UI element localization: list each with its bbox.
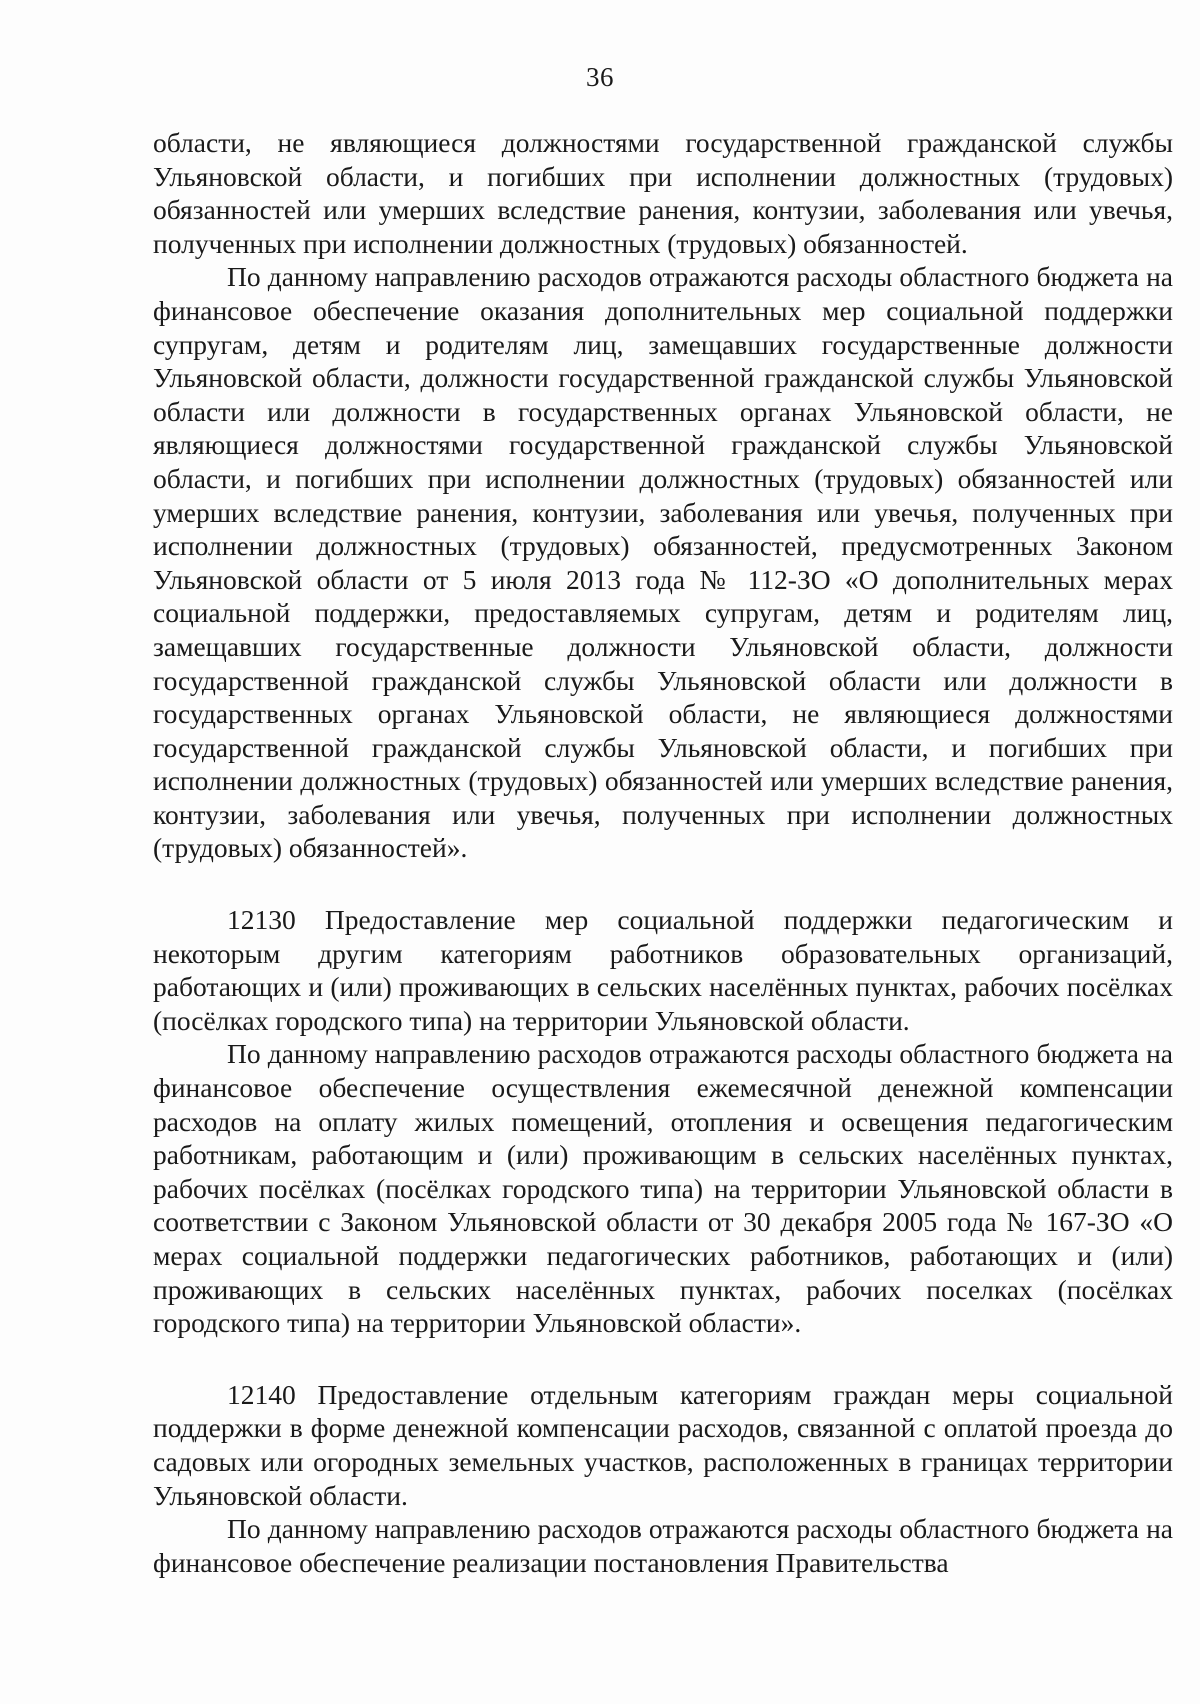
paragraph-code-12140-description: По данному направлению расходов отражаются расходы областного бюджета на финансовое обеспечение реализации постановления Правительства (153, 1513, 1173, 1578)
paragraph-code-12130-heading: 12130 Предоставление мер социальной поддержки педагогическим и некоторым другим категориям работников образовательных организаций, работающих и (или) проживающих в сельских населённых пунктах, рабочих посёлках (посёлках городского типа) на территории Ульяновской области. (153, 904, 1173, 1036)
document-body (153, 126, 1173, 1579)
page-number: 36 (586, 62, 614, 92)
paragraph-expense-description: По данному направлению расходов отражаются расходы областного бюджета на финансовое обеспечение оказания дополнительных мер социальной поддержки супругам, детям и родителям лиц, замещавших государственные должности Ульяновской области, должности государственной гражданской службы Ульяновской области или должности в государственных органах Ульяновской области, не являющиеся должностями государственной гражданской службы Ульяновской области, и погибших при исполнении должностных (трудовых) обязанностей или умерших вследствие ранения, контузии, заболевания или увечья, полученных при исполнении должностных (трудовых) обязанностей, предусмотренных Законом Ульяновской области от 5 июля 2013 года № 112-ЗО «О дополнительных мерах социальной поддержки, предоставляемых супругам, детям и родителям лиц, замещавших государственные должности Ульяновской области, должности государственной гражданской службы Ульяновской области или должности в государственных органах Ульяновской области, не являющиеся должностями государственной гражданской службы Ульяновской области, и погибших при исполнении должностных (трудовых) обязанностей или умерших вследствие ранения, контузии, заболевания или увечья, полученных при исполнении должностных (трудовых) обязанностей». (153, 261, 1173, 864)
paragraph-continuation: области, не являющиеся должностями государственной гражданской службы Ульяновской области, и погибших при исполнении должностных (трудовых) обязанностей или умерших вследствие ранения, контузии, заболевания или увечья, полученных при исполнении должностных (трудовых) обязанностей. (153, 127, 1173, 259)
paragraph-code-12140-heading: 12140 Предоставление отдельным категориям граждан меры социальной поддержки в форме денежной компенсации расходов, связанной с оплатой проезда до садовых или огородных земельных участков, расположенных в границах территории Ульяновской области. (153, 1378, 1173, 1511)
paragraph-code-12130-description: По данному направлению расходов отражаются расходы областного бюджета на финансовое обеспечение осуществления ежемесячной денежной компенсации расходов на оплату жилых помещений, отопления и освещения педагогическим работникам, работающим и (или) проживающим в сельских населённых пунктах, рабочих посёлках (посёлках городского типа) на территории Ульяновской области в соответствии с Законом Ульяновской области от 30 декабря 2005 года № 167-ЗО «О мерах социальной поддержки педагогических работников, работающих и (или) проживающих в сельских населённых пунктах, рабочих поселках (посёлках городского типа) на территории Ульяновской области». (153, 1038, 1173, 1339)
